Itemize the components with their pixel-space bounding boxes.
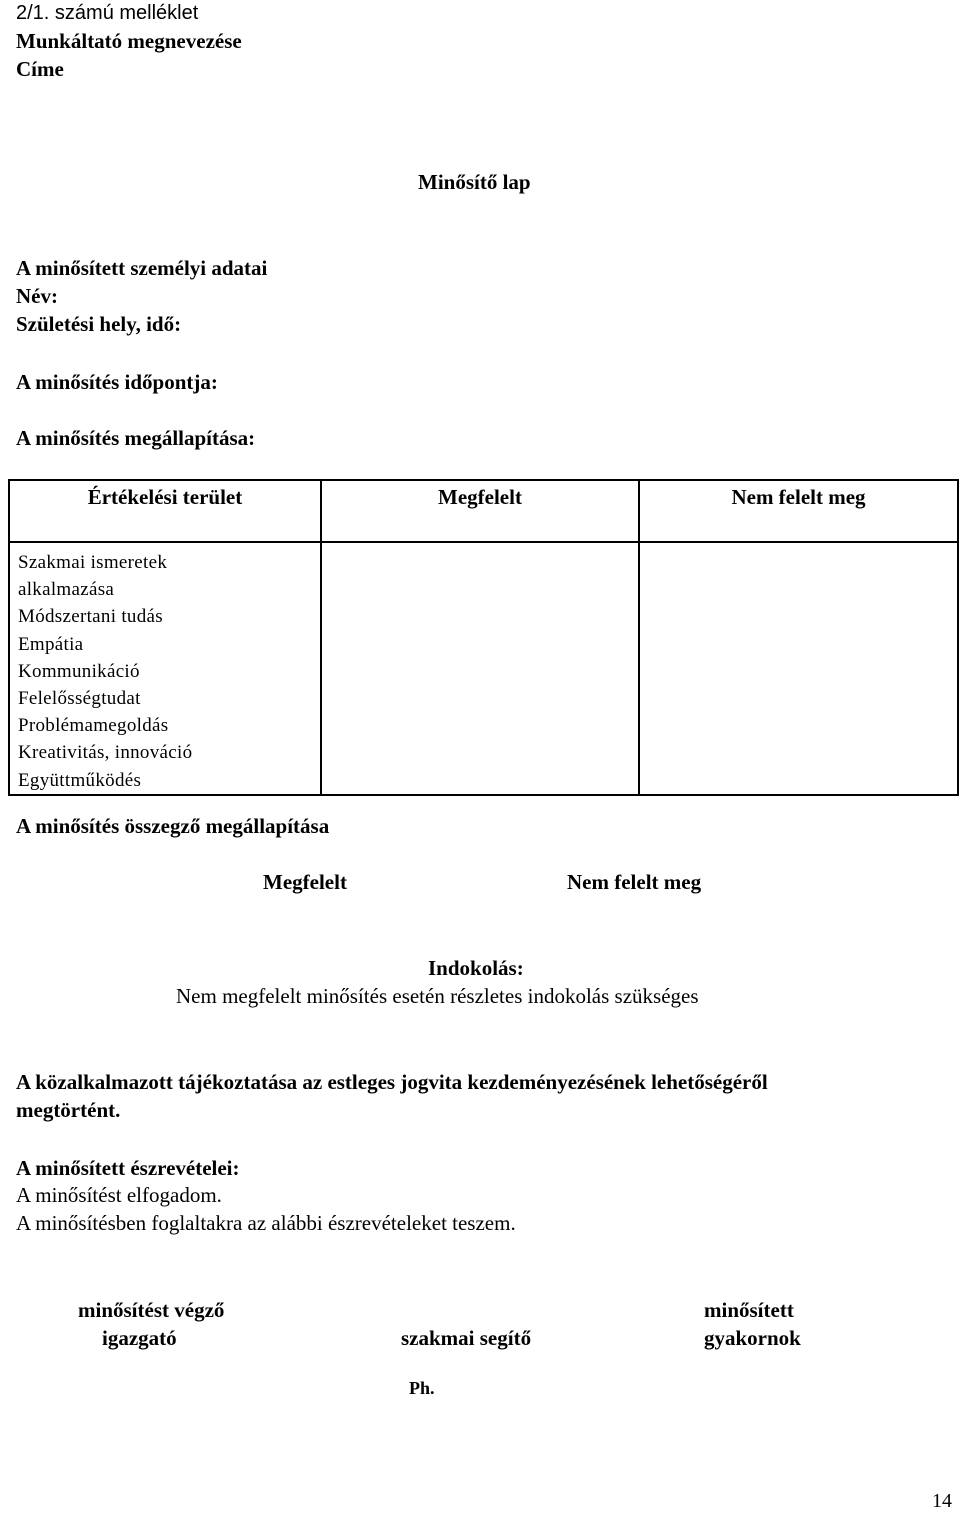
header-failed: Nem felelt meg <box>639 480 958 542</box>
signature-trainee-line-1: minősített <box>704 1298 794 1322</box>
personal-data-heading: A minősített személyi adatai <box>16 256 268 280</box>
area-item: Együttműködés <box>18 769 142 791</box>
signature-mentor: szakmai segítő <box>401 1326 532 1350</box>
signature-evaluator-line-2: igazgató <box>102 1326 177 1350</box>
area-item: Módszertani tudás <box>18 606 163 628</box>
justification-label: Indokolás: <box>428 956 524 980</box>
evaluation-areas-cell <box>9 542 321 795</box>
notice-line-1: A közalkalmazott tájékoztatása az estleges jogvita kezdeményezésének lehetőségéről <box>16 1070 768 1094</box>
area-item: Problémamegoldás <box>18 715 169 737</box>
remarks-comments-line: A minősítésben foglaltakra az alábbi észrevételeket teszem. <box>16 1211 516 1235</box>
area-item: Kreativitás, innováció <box>18 742 193 764</box>
header-passed: Megfelelt <box>321 480 639 542</box>
birth-label: Születési hely, idő: <box>16 312 182 336</box>
page-number: 14 <box>932 1490 952 1512</box>
header-evaluation-area: Értékelési terület <box>9 480 321 542</box>
passed-input-cell[interactable] <box>321 542 639 795</box>
signature-evaluator-line-1: minősítést végző <box>78 1298 225 1322</box>
page-title: Minősítő lap <box>418 170 531 194</box>
evaluation-finding-label: A minősítés megállapítása: <box>16 426 256 450</box>
evaluation-table <box>8 479 959 796</box>
remarks-accept-line: A minősítést elfogadom. <box>16 1183 222 1207</box>
stamp-label: Ph. <box>409 1378 435 1398</box>
evaluation-date-label: A minősítés időpontja: <box>16 370 218 394</box>
appendix-label: 2/1. számú melléklet <box>16 2 199 24</box>
failed-input-cell[interactable] <box>639 542 958 795</box>
evaluation-table-body-row <box>9 542 958 795</box>
summary-option-failed[interactable]: Nem felelt meg <box>567 870 702 894</box>
remarks-heading: A minősített észrevételei: <box>16 1156 240 1180</box>
employer-name-label: Munkáltató megnevezése <box>16 29 242 53</box>
area-item: Kommunikáció <box>18 660 140 682</box>
notice-line-2: megtörtént. <box>16 1098 121 1122</box>
evaluation-table-header-row <box>9 480 958 542</box>
area-item: Empátia <box>18 633 84 655</box>
signature-trainee-line-2: gyakornok <box>704 1326 801 1350</box>
employer-address-label: Címe <box>16 57 64 81</box>
document-header <box>16 0 242 84</box>
area-item: alkalmazása <box>18 579 115 601</box>
name-label: Név: <box>16 284 58 308</box>
summary-option-passed[interactable]: Megfelelt <box>263 870 347 894</box>
summary-heading: A minősítés összegző megállapítása <box>16 814 330 838</box>
area-item: Felelősségtudat <box>18 688 141 710</box>
area-item: Szakmai ismeretek <box>18 552 168 573</box>
justification-text: Nem megfelelt minősítés esetén részletes indokolás szükséges <box>176 984 699 1008</box>
